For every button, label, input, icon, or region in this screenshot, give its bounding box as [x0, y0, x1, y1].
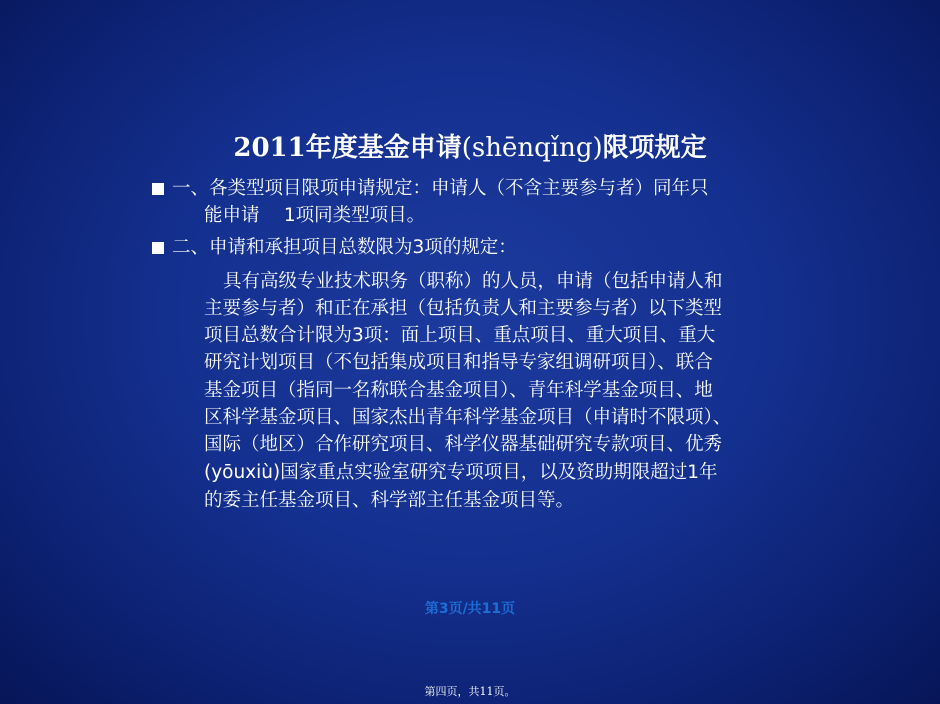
slide-title [0, 131, 940, 165]
paragraph-line: 主要参与者）和正在承担（包括负责人和主要参与者）以下类型 [204, 298, 723, 319]
bullet-square-icon [152, 242, 164, 254]
paragraph-line: (yōuxiù)国家重点实验室研究专项项目，以及资助期限超过1年 [204, 462, 718, 483]
footer-text: 第四页，共11页。 [424, 685, 516, 698]
paragraph-line: 研究计划项目（不包括集成项目和指导专家组调研项目）、联合 [204, 352, 713, 373]
paragraph-line: 区科学基金项目、国家杰出青年科学基金项目（申请时不限项）、 [204, 407, 732, 428]
paragraph-line: 基金项目（指同一名称联合基金项目）、青年科学基金项目、地 [204, 380, 713, 401]
bullet-square-icon [152, 183, 164, 195]
item-2-line-1: 二、申请和承担项目总数限为3项的规定： [172, 237, 517, 258]
paragraph-line: 具有高级专业技术职务（职称）的人员，申请（包括申请人和 [223, 271, 723, 292]
title-pinyin: (shēnqǐng) [461, 133, 603, 163]
item-1-line-1: 一、各类型项目限项申请规定：申请人（不含主要参与者）同年只 [172, 178, 709, 199]
page-number: 第3页/共11页 [424, 601, 516, 617]
title-prefix: 2011年度基金申请 [233, 133, 462, 163]
paragraph-line: 的委主任基金项目、科学部主任基金项目等。 [204, 490, 575, 511]
paragraph-line: 项目总数合计限为3项：面上项目、重点项目、重大项目、重大 [204, 325, 716, 346]
item-1-line-2: 能申请 1项同类型项目。 [204, 205, 426, 226]
paragraph-line: 国际（地区）合作研究项目、科学仪器基础研究专款项目、优秀 [204, 434, 723, 455]
title-suffix: 限项规定 [602, 133, 707, 163]
